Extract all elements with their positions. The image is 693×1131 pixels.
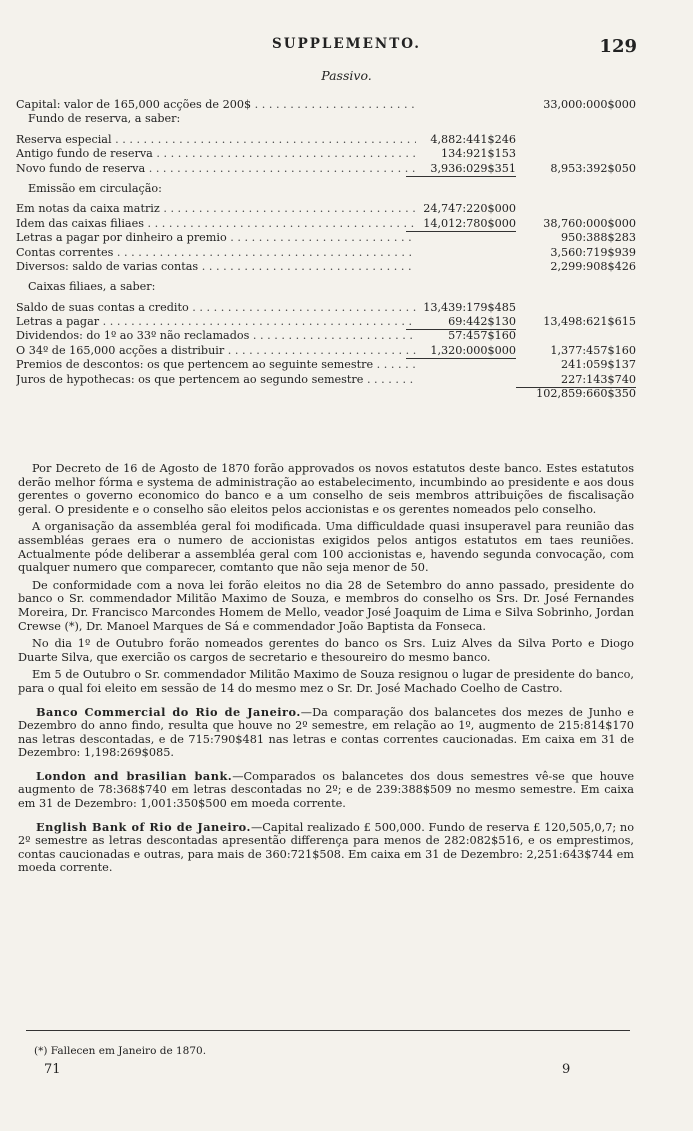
ledger-row: [16, 329, 636, 343]
ledger-label: Juros de hypothecas: os que pertencem ao segundo semestre . . .: [16, 373, 416, 387]
ledger-row: [16, 217, 636, 231]
ledger-value-total: 241:059$137: [561, 358, 636, 372]
paragraph: [18, 520, 634, 574]
ledger-row: [16, 301, 636, 315]
ledger-value-total: 950:388$283: [561, 231, 636, 245]
section-subtitle: Passivo.: [321, 68, 372, 83]
ledger-value-partial: 1,320:000$000: [406, 344, 516, 359]
ledger-label: Fundo de reserva, a saber:: [28, 112, 181, 126]
ledger-label: Idem das caixas filiaes . . .: [16, 217, 416, 231]
bank-paragraph: [18, 821, 634, 875]
ledger-label: Em notas da caixa matriz . . .: [16, 202, 416, 216]
ledger-label: Emissão em circulação:: [28, 181, 162, 195]
footnote-rule: [26, 1030, 630, 1031]
ledger-label: Contas correntes . . .: [16, 246, 416, 260]
ledger-value-total: 102,859:660$350: [536, 387, 636, 401]
ledger-row: [16, 344, 636, 358]
ledger-row: [16, 98, 636, 112]
ledger-label: Diversos: saldo de varias contas . . .: [16, 260, 416, 274]
ledger-value-partial: 4,882:441$246: [430, 132, 516, 146]
paragraph: [18, 668, 634, 695]
ledger-row: [16, 260, 636, 274]
footnote: (*) Fallecen em Janeiro de 1870.: [34, 1045, 207, 1057]
page-number: 129: [599, 36, 637, 57]
ledger-value-total: 13,498:621$615: [543, 315, 636, 329]
ledger-value-total: 1,377:457$160: [550, 343, 636, 357]
ledger-label: Novo fundo de reserva . . .: [16, 162, 416, 176]
ledger-row: [16, 231, 636, 245]
ledger-label: Antigo fundo de reserva . . .: [16, 147, 416, 161]
ledger-label: Dividendos: do 1º ao 33º não reclamados . . .: [16, 329, 416, 343]
paragraph: [18, 579, 634, 633]
ledger-value-partial: 3,936:029$351: [406, 162, 516, 177]
paragraph-text: —Da comparação dos balancetes dos mezes de Junho e Dezembro do anno findo, resulta que houve no 2º semestre, em relação ao 1º, augmento de 215:814$170 nas letras descontadas, e de 715:790$481 nas letras e contas correntes caucionadas. Em caixa em 31 de Dezembro: 1,198:269$085.: [18, 705, 634, 760]
paragraph: [18, 637, 634, 664]
ledger-row: [16, 202, 636, 216]
ledger-label: O 34º de 165,000 acções a distribuir . . .: [16, 344, 416, 358]
paragraph-text: —Capital realizado £ 500,000. Fundo de reserva £ 120,505,0,7; no 2º semestre as letras descontadas apresentão differença para menos de 282:082$516, e os emprestimos, contas caucionadas e outras, para mais de 360:721$508. Em caixa em 31 de Dezembro: 2,251:643$744 em moeda corrente.: [18, 820, 634, 875]
section-title: SUPPLEMENTO.: [272, 36, 421, 52]
ledger-label: Saldo de suas contas a credito . . .: [16, 301, 416, 315]
ledger-value-partial: 134:921$153: [441, 147, 516, 161]
ledger-row: [16, 280, 636, 294]
bank-paragraph: [18, 706, 634, 760]
ledger-label: Premios de descontos: os que pertencem ao seguinte semestre . . .: [16, 358, 416, 372]
ledger-label: Reserva especial . . .: [16, 133, 416, 147]
signature-mark-right: 9: [562, 1062, 571, 1077]
ledger-value-total: 8,953:392$050: [550, 161, 636, 175]
ledger-row: [16, 147, 636, 161]
bank-paragraph: [18, 770, 634, 811]
paragraph-text: De conformidade com a nova lei forão eleitos no dia 28 de Setembro do anno passado, presidente do banco o Sr. commendador Militão Maximo de Souza, e membros do conselho os Srs. Dr. José Fernandes Moreira, Dr. Francisco Marcondes Homem de Mello, veador José Joaquim de Lima e Silva Sobrinho, Jordan Crewse (*), Dr. Manoel Marques de Sá e commendador João Baptista da Fonseca.: [18, 578, 634, 633]
ledger-label: Caixas filiaes, a saber:: [28, 280, 156, 294]
ledger-row: [16, 182, 636, 196]
ledger-value-partial: 13,439:179$485: [423, 300, 516, 314]
ledger-label: Letras a pagar . . .: [16, 315, 416, 329]
bank-name: London and brasilian bank.: [36, 768, 233, 783]
ledger-row: [16, 387, 636, 401]
paragraph-text: No dia 1º de Outubro forão nomeados gerentes do banco os Srs. Luiz Alves da Silva Porto e Diogo Duarte Silva, que exercião os cargos de secretario e thesoureiro do mesmo banco.: [18, 637, 634, 664]
paragraph-text: —Comparados os balancetes dos dous semestres vê-se que houve augmento de 78:368$740 em letras descontadas no 2º; e de 239:388$509 no mesmo semestre. Em caixa em 31 de Dezembro: 1,001:350$500 em moeda corrente.: [18, 769, 634, 811]
ledger-value-partial: 57:457$160: [448, 329, 516, 343]
ledger-row: [16, 246, 636, 260]
ledger-value-partial: 69:442$130: [406, 315, 516, 330]
ledger-value-total: 3,560:719$939: [550, 245, 636, 259]
ledger-label: Letras a pagar por dinheiro a premio . . .: [16, 231, 416, 245]
bank-name: Banco Commercial do Rio de Janeiro.: [36, 704, 301, 719]
paragraph: [18, 462, 634, 516]
ledger-table: [16, 98, 636, 401]
ledger-row: [16, 133, 636, 147]
paragraph-text: Em 5 de Outubro o Sr. commendador Militão Maximo de Souza resignou o lugar de presidente do banco, para o qual foi eleito em sessão de 14 do mesmo mez o Sr. Dr. José Machado Coelho de Castro.: [18, 668, 634, 695]
signature-mark-left: 71: [44, 1062, 61, 1077]
ledger-value-partial: 24,747:220$000: [423, 202, 516, 216]
ledger-row: [16, 373, 636, 387]
ledger-value-partial: 14,012:780$000: [406, 217, 516, 232]
bank-name: English Bank of Rio de Janeiro.: [36, 819, 251, 834]
ledger-value-total: 227:143$740: [516, 373, 636, 388]
ledger-row: [16, 162, 636, 176]
ledger-row: [16, 315, 636, 329]
paragraph-text: A organisação da assembléa geral foi modificada. Uma difficuldade quasi insuperavel para reunião das assembléas geraes era o numero de accionistas exigidos pelos antigos estatutos em taes reuniões. Actualmente póde deliberar a assembléa geral com 100 accionistas e, havendo segunda convocação, com qualquer numero que comparecer, comtanto que não seja menor de 50.: [18, 520, 634, 575]
paragraph-text: Por Decreto de 16 de Agosto de 1870 forão approvados os novos estatutos deste banco. Estes estatutos derão melhor fórma e systema de administração ao estabelecimento, incumbindo ao presidente e aos dous gerentes o governo economico do banco e a um conselho de seis membros attribuições de fiscalisação geral. O presidente e o conselho são eleitos pelos accionistas e os gerentes nomeados pelo conselho.: [18, 462, 634, 516]
ledger-value-total: 2,299:908$426: [550, 259, 636, 273]
ledger-row: [16, 112, 636, 126]
ledger-label: Capital: valor de 165,000 acções de 200$ . . .: [16, 98, 416, 112]
ledger-row: [16, 358, 636, 372]
ledger-value-total: 33,000:000$000: [543, 98, 636, 111]
report-text: [18, 462, 634, 879]
ledger-value-total: 38,760:000$000: [543, 216, 636, 230]
